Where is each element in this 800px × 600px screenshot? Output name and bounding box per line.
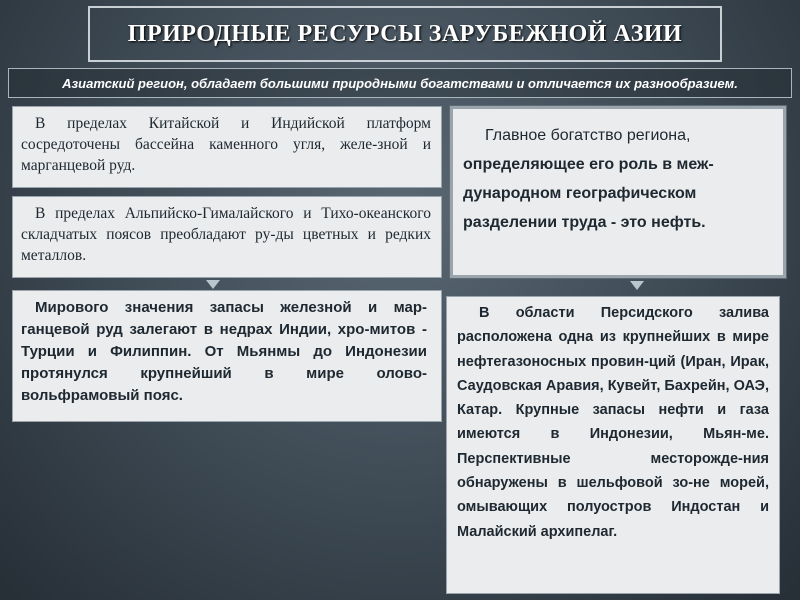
arrow-down-icon <box>206 280 220 289</box>
oil-text-line-1: Главное богатство региона, <box>485 127 691 144</box>
subtitle-banner: Азиатский регион, обладает большими природными богатствами и отличается их разнообразием. <box>8 68 792 98</box>
persian-gulf-panel: В области Персидского залива расположена одна из крупнейших в мире нефтегазоносных провин-ций (Иран, Ирак, Саудовская Аравия, Кувейт, Бахрейн, ОАЭ, Катар. Крупные запасы нефти и газа имеются в Индонезии, Мьян-ме. Перспективные месторожде-ния обнаружены в шельфовой зо-не морей, омывающих полуостров Индостан и Малайский архипелаг. <box>446 296 780 594</box>
page-title: ПРИРОДНЫЕ РЕСУРСЫ ЗАРУБЕЖНОЙ АЗИИ <box>88 6 722 62</box>
arrow-down-icon <box>630 281 644 290</box>
oil-main-wealth-panel <box>450 106 786 278</box>
oil-text-line-4: разделении труда - это нефть. <box>463 214 706 231</box>
oil-text-line-2: определяющее его роль в меж- <box>463 156 714 173</box>
world-reserves-panel: Мирового значения запасы железной и мар-ганцевой руд залегают в недрах Индии, хро-митов - Турции и Филиппин. От Мьянмы до Индонезии протянулся крупнейший в мире олово-вольфрамовый пояс. <box>12 290 442 422</box>
oil-text-line-3: дународном географическом <box>463 185 697 202</box>
alpine-himalayan-belts-panel: В пределах Альпийско-Гималайского и Тихо-океанского складчатых поясов преобладают ру-ды цветных и редких металлов. <box>12 196 442 278</box>
china-india-platforms-panel: В пределах Китайской и Индийской платформ сосредоточены бассейна каменного угля, желе-зной и марганцевой руд. <box>12 106 442 188</box>
